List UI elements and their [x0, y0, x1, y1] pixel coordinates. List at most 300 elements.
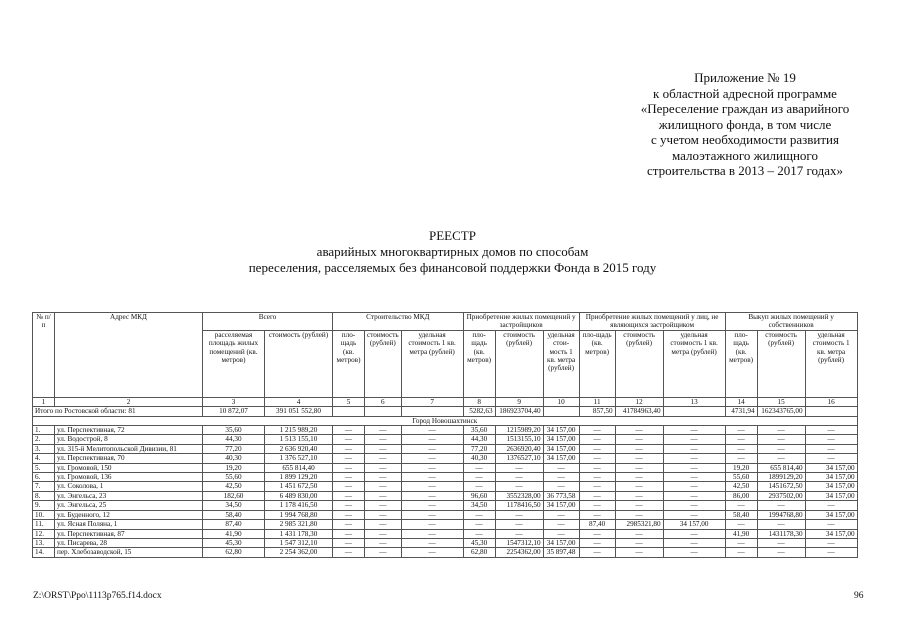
table-cell: — [365, 548, 402, 557]
table-cell: — [725, 444, 757, 453]
page-number: 96 [854, 591, 864, 601]
address-cell: пер. Хлебозаводской, 15 [55, 548, 203, 557]
table-cell: — [615, 510, 663, 519]
column-number: 13 [663, 397, 725, 406]
header-construction: Строительство МКД [333, 313, 464, 331]
table-row [33, 501, 858, 510]
table-row [33, 520, 858, 529]
table-cell: — [757, 435, 805, 444]
table-cell: 34 157,00 [663, 520, 725, 529]
table-cell: — [615, 435, 663, 444]
table-cell: — [663, 538, 725, 547]
table-cell: 45,30 [463, 538, 495, 547]
column-number: 14 [725, 397, 757, 406]
table-cell: — [615, 501, 663, 510]
header-address: Адрес МКД [55, 313, 203, 398]
register-title-block [100, 228, 805, 276]
sub-header-cell: удельная стои-мость 1 кв. метра (рублей) [543, 330, 579, 397]
appendix-line: Приложение № 19 [694, 70, 796, 85]
table-cell: 10. [33, 510, 55, 519]
table-cell: — [579, 510, 615, 519]
table-cell: 1376527,10 [495, 454, 543, 463]
table-cell: 40,30 [203, 454, 265, 463]
table-cell: 42,50 [203, 482, 265, 491]
total-c9: 186923704,40 [495, 407, 543, 416]
total-row [33, 407, 858, 416]
table-cell: — [725, 454, 757, 463]
address-cell: ул. Энгельса, 25 [55, 501, 203, 510]
table-cell: — [401, 529, 463, 538]
table-cell: — [615, 473, 663, 482]
table-cell: — [615, 538, 663, 547]
appendix-line: «Переселение граждан из аварийного [640, 101, 850, 116]
table-cell: 14. [33, 548, 55, 557]
table-cell: — [365, 510, 402, 519]
table-cell: — [365, 444, 402, 453]
table-cell: 1899129,20 [757, 473, 805, 482]
column-number: 7 [401, 397, 463, 406]
table-cell: — [333, 510, 365, 519]
address-cell: ул. Перспективная, 87 [55, 529, 203, 538]
table-cell: — [579, 444, 615, 453]
table-cell: 45,30 [203, 538, 265, 547]
table-cell: 77,20 [203, 444, 265, 453]
sub-header-cell: стоимость (рублей) [265, 330, 333, 397]
table-cell: 13. [33, 538, 55, 547]
header-purchase-developers: Приобретение жилых помещений у застройщиков [463, 313, 579, 331]
table-cell: 182,60 [203, 491, 265, 500]
table-cell: — [805, 538, 857, 547]
table-cell: — [401, 482, 463, 491]
table-cell: 34 157,00 [805, 491, 857, 500]
table-cell: 34 157,00 [543, 426, 579, 435]
table-cell: — [365, 501, 402, 510]
table-cell: 87,40 [579, 520, 615, 529]
table-cell: — [805, 520, 857, 529]
table-cell: 42,50 [725, 482, 757, 491]
table-cell: 44,30 [463, 435, 495, 444]
table-cell: — [333, 426, 365, 435]
table-cell: — [495, 520, 543, 529]
table-cell: — [615, 482, 663, 491]
table-cell: 35,60 [463, 426, 495, 435]
address-cell: ул. Громовой, 150 [55, 463, 203, 472]
column-number: 5 [333, 397, 365, 406]
table-cell: 2 636 920,40 [265, 444, 333, 453]
table-cell: 86,00 [725, 491, 757, 500]
table-cell: 34 157,00 [543, 435, 579, 444]
table-cell: — [365, 491, 402, 500]
table-cell: 2985321,80 [615, 520, 663, 529]
table-cell: 34 157,00 [805, 473, 857, 482]
table-cell: 62,80 [203, 548, 265, 557]
address-cell: ул. Энгельса, 23 [55, 491, 203, 500]
table-cell: 34,50 [463, 501, 495, 510]
table-cell: 19,20 [203, 463, 265, 472]
table-cell: — [495, 463, 543, 472]
table-cell: 7. [33, 482, 55, 491]
table-cell: 34 157,00 [805, 482, 857, 491]
table-cell: — [615, 463, 663, 472]
table-row [33, 510, 858, 519]
table-cell: — [543, 510, 579, 519]
table-cell: — [757, 444, 805, 453]
sub-header-cell: пло-щадь (кв. метров) [725, 330, 757, 397]
appendix-line: строительства в 2013 – 2017 годах» [646, 163, 844, 178]
column-number: 9 [495, 397, 543, 406]
column-number: 15 [757, 397, 805, 406]
table-cell: — [495, 473, 543, 482]
table-cell: 2937502,00 [757, 491, 805, 500]
column-number: 6 [365, 397, 402, 406]
sub-header-cell: расселяемая площадь жилых помещений (кв. метров) [203, 330, 265, 397]
table-cell: — [805, 435, 857, 444]
table-cell: 34 157,00 [805, 463, 857, 472]
table-cell: — [365, 482, 402, 491]
table-cell: 35,60 [203, 426, 265, 435]
address-cell: ул. 315-й Мелитопольской Дивизии, 81 [55, 444, 203, 453]
table-cell: — [579, 473, 615, 482]
table-cell: 34 157,00 [543, 538, 579, 547]
table-cell: 1513155,10 [495, 435, 543, 444]
table-cell: — [579, 491, 615, 500]
sub-header-cell: стоимость (рублей) [365, 330, 402, 397]
table-cell: — [663, 444, 725, 453]
table-cell: — [663, 454, 725, 463]
header-num: № п/п [33, 313, 55, 398]
table-cell: 96,60 [463, 491, 495, 500]
table-row [33, 482, 858, 491]
table-cell: — [663, 426, 725, 435]
table-cell: — [663, 482, 725, 491]
table-cell: 5. [33, 463, 55, 472]
total-c8: 5282,63 [463, 407, 495, 416]
table-cell: 34,50 [203, 501, 265, 510]
table-cell: — [725, 548, 757, 557]
sub-header-cell: пло-щадь (кв. метров) [463, 330, 495, 397]
sub-header-cell: стоимость (рублей) [495, 330, 543, 397]
table-cell: 1 431 178,30 [265, 529, 333, 538]
table-cell: — [463, 510, 495, 519]
column-number: 11 [579, 397, 615, 406]
table-cell: 34 157,00 [805, 529, 857, 538]
table-cell: — [663, 529, 725, 538]
column-number: 3 [203, 397, 265, 406]
table-cell: — [543, 473, 579, 482]
address-cell: ул. Перспективная, 70 [55, 454, 203, 463]
table-cell: — [365, 454, 402, 463]
table-cell: 44,30 [203, 435, 265, 444]
register-subtitle: аварийных многоквартирных домов по способам [316, 244, 589, 259]
total-cost: 391 051 552,80 [265, 407, 333, 416]
table-cell: — [615, 529, 663, 538]
table-cell: 8. [33, 491, 55, 500]
table-cell: — [365, 473, 402, 482]
table-cell: 2636920,40 [495, 444, 543, 453]
table-cell: — [463, 482, 495, 491]
table-cell: — [401, 463, 463, 472]
table-cell: 6. [33, 473, 55, 482]
table-cell: 1 376 527,10 [265, 454, 333, 463]
table-cell: 58,40 [203, 510, 265, 519]
table-cell: 35 897,48 [543, 548, 579, 557]
column-number: 16 [805, 397, 857, 406]
table-cell: — [401, 473, 463, 482]
table-cell: 1 215 989,20 [265, 426, 333, 435]
appendix-line: малоэтажного жилищного [672, 147, 818, 163]
total-label: Итого по Ростовской области: 81 [33, 407, 203, 416]
table-cell: — [805, 548, 857, 557]
table-row [33, 435, 858, 444]
table-cell: — [365, 538, 402, 547]
table-cell: 1 178 416,50 [265, 501, 333, 510]
table-cell: 40,30 [463, 454, 495, 463]
table-cell: — [757, 520, 805, 529]
appendix-heading [590, 70, 900, 179]
table-cell: 12. [33, 529, 55, 538]
table-cell: 2254362,00 [495, 548, 543, 557]
city-name: Город Новошахтинск [33, 416, 858, 425]
table-cell: — [663, 510, 725, 519]
appendix-line: с учетом необходимости развития [651, 132, 839, 147]
table-cell: — [757, 426, 805, 435]
table-cell: — [579, 482, 615, 491]
table-cell: — [401, 501, 463, 510]
total-c14: 4731,94 [725, 407, 757, 416]
table-cell: — [725, 520, 757, 529]
table-cell: 1 451 672,50 [265, 482, 333, 491]
appendix-line: жилищного фонда, в том числе [658, 116, 832, 132]
table-cell: — [401, 510, 463, 519]
table-cell: — [725, 501, 757, 510]
table-cell: — [495, 510, 543, 519]
address-cell: ул. Перспективная, 72 [55, 426, 203, 435]
table-cell: — [579, 426, 615, 435]
appendix-line: к областной адресной программе [653, 85, 837, 101]
register-subtitle: переселения, расселяемых без финансовой поддержки Фонда в 2015 году [248, 260, 657, 275]
table-cell: — [615, 454, 663, 463]
table-cell: 77,20 [463, 444, 495, 453]
table-cell: 1. [33, 426, 55, 435]
table-cell: — [725, 435, 757, 444]
table-cell: 34 157,00 [543, 444, 579, 453]
table-cell: 1451672,50 [757, 482, 805, 491]
table-row [33, 473, 858, 482]
table-row [33, 426, 858, 435]
table-cell: — [543, 529, 579, 538]
table-cell: — [365, 426, 402, 435]
table-cell: — [757, 501, 805, 510]
table-cell: — [805, 501, 857, 510]
table-cell: — [495, 482, 543, 491]
register-title: РЕЕСТР [429, 228, 476, 243]
table-cell: — [333, 444, 365, 453]
column-number: 1 [33, 397, 55, 406]
table-cell: — [365, 463, 402, 472]
table-cell: 1 513 155,10 [265, 435, 333, 444]
table-cell: 62,80 [463, 548, 495, 557]
table-cell: — [401, 444, 463, 453]
sub-header-cell: стоимость (рублей) [615, 330, 663, 397]
table-cell: 1 547 312,10 [265, 538, 333, 547]
table-cell: 1 899 129,20 [265, 473, 333, 482]
table-cell: 1178416,50 [495, 501, 543, 510]
column-number-row [33, 397, 858, 406]
table-cell: 655 814,40 [757, 463, 805, 472]
group-header-row [33, 313, 858, 331]
table-cell: — [495, 529, 543, 538]
table-row [33, 454, 858, 463]
table-cell: — [333, 435, 365, 444]
table-cell: 4. [33, 454, 55, 463]
table-cell: 55,60 [725, 473, 757, 482]
address-cell: ул. Писарева, 28 [55, 538, 203, 547]
table-cell: 655 814,40 [265, 463, 333, 472]
sub-header-cell: пло-щадь (кв. метров) [579, 330, 615, 397]
table-cell: — [333, 463, 365, 472]
table-cell: 2 985 321,80 [265, 520, 333, 529]
table-cell: — [579, 435, 615, 444]
table-row [33, 444, 858, 453]
column-number: 12 [615, 397, 663, 406]
table-cell: 58,40 [725, 510, 757, 519]
table-cell: — [725, 538, 757, 547]
address-cell: ул. Буденного, 12 [55, 510, 203, 519]
table-cell: 19,20 [725, 463, 757, 472]
table-cell: — [543, 520, 579, 529]
total-area: 10 872,07 [203, 407, 265, 416]
address-cell: ул. Громовой, 136 [55, 473, 203, 482]
table-cell: — [333, 501, 365, 510]
address-cell: ул. Соколова, 1 [55, 482, 203, 491]
table-cell: 6 489 830,00 [265, 491, 333, 500]
address-cell: ул. Водострой, 8 [55, 435, 203, 444]
table-cell: — [757, 548, 805, 557]
table-cell: — [579, 529, 615, 538]
footer-file-path: Z:\ORST\Ppo\1113p765.f14.docx [33, 591, 162, 601]
table-cell: — [401, 426, 463, 435]
sub-header-cell: удельная стоимость 1 кв. метра (рублей) [401, 330, 463, 397]
table-cell: — [333, 473, 365, 482]
table-cell: — [663, 491, 725, 500]
table-row [33, 538, 858, 547]
table-row [33, 463, 858, 472]
table-cell: — [365, 435, 402, 444]
total-c15: 162343765,00 [757, 407, 805, 416]
table-cell: 9. [33, 501, 55, 510]
table-cell: — [805, 426, 857, 435]
city-row [33, 416, 858, 425]
table-cell: — [401, 538, 463, 547]
table-cell: — [663, 501, 725, 510]
table-cell: — [805, 454, 857, 463]
table-row [33, 548, 858, 557]
table-cell: — [333, 538, 365, 547]
total-c11: 857,50 [579, 407, 615, 416]
table-cell: — [579, 548, 615, 557]
table-cell: — [365, 529, 402, 538]
table-cell: — [615, 444, 663, 453]
table-cell: — [805, 444, 857, 453]
table-cell: — [463, 529, 495, 538]
table-cell: — [365, 520, 402, 529]
table-cell: — [401, 435, 463, 444]
table-row [33, 529, 858, 538]
table-cell: 1994768,80 [757, 510, 805, 519]
table-cell: — [663, 548, 725, 557]
table-cell: — [543, 482, 579, 491]
table-cell: — [463, 463, 495, 472]
table-cell: — [615, 548, 663, 557]
table-cell: 2. [33, 435, 55, 444]
table-cell: 36 773,58 [543, 491, 579, 500]
table-cell: — [463, 473, 495, 482]
table-cell: — [663, 435, 725, 444]
total-c12: 41784963,40 [615, 407, 663, 416]
table-cell: — [579, 454, 615, 463]
table-cell: — [333, 491, 365, 500]
table-cell: 3552328,00 [495, 491, 543, 500]
sub-header-cell: удельная стоимость 1 кв. метра (рублей) [805, 330, 857, 397]
table-cell: 1215989,20 [495, 426, 543, 435]
table-cell: — [333, 482, 365, 491]
table-cell: — [579, 538, 615, 547]
table-cell: 34 157,00 [543, 501, 579, 510]
table-cell: — [579, 463, 615, 472]
table-cell: — [333, 520, 365, 529]
table-cell: 1431178,30 [757, 529, 805, 538]
table-cell: 41,90 [725, 529, 757, 538]
table-cell: — [401, 548, 463, 557]
column-number: 4 [265, 397, 333, 406]
sub-header-cell: удельная стоимость 1 кв. метра (рублей) [663, 330, 725, 397]
sub-header-cell: пло-щадь (кв. метров) [333, 330, 365, 397]
table-cell: — [757, 454, 805, 463]
table-cell: 3. [33, 444, 55, 453]
table-cell: 34 157,00 [805, 510, 857, 519]
table-cell: — [579, 501, 615, 510]
table-cell: — [757, 538, 805, 547]
table-cell: 87,40 [203, 520, 265, 529]
table-cell: — [615, 491, 663, 500]
table-cell: — [463, 520, 495, 529]
header-buyout: Выкуп жилых помещений у собственников [725, 313, 857, 331]
table-cell: 55,60 [203, 473, 265, 482]
header-total: Всего [203, 313, 333, 331]
table-cell: 2 254 362,00 [265, 548, 333, 557]
table-cell: 34 157,00 [543, 454, 579, 463]
table-cell: — [725, 426, 757, 435]
table-cell: — [663, 473, 725, 482]
table-cell: — [401, 520, 463, 529]
table-cell: — [663, 463, 725, 472]
table-cell: 1 994 768,80 [265, 510, 333, 519]
table-cell: — [401, 454, 463, 463]
column-number: 10 [543, 397, 579, 406]
table-cell: — [401, 491, 463, 500]
column-number: 8 [463, 397, 495, 406]
table-cell: 11. [33, 520, 55, 529]
register-table [32, 312, 858, 558]
table-cell: — [333, 548, 365, 557]
table-cell: — [333, 529, 365, 538]
header-purchase-nondevelopers: Приобретение жилых помещений у лиц, не являющихся застройщиком [579, 313, 725, 331]
table-cell: — [615, 426, 663, 435]
table-cell: 1547312,10 [495, 538, 543, 547]
sub-header-cell: стоимость (рублей) [757, 330, 805, 397]
table-row [33, 491, 858, 500]
address-cell: ул. Ясная Поляна, 1 [55, 520, 203, 529]
